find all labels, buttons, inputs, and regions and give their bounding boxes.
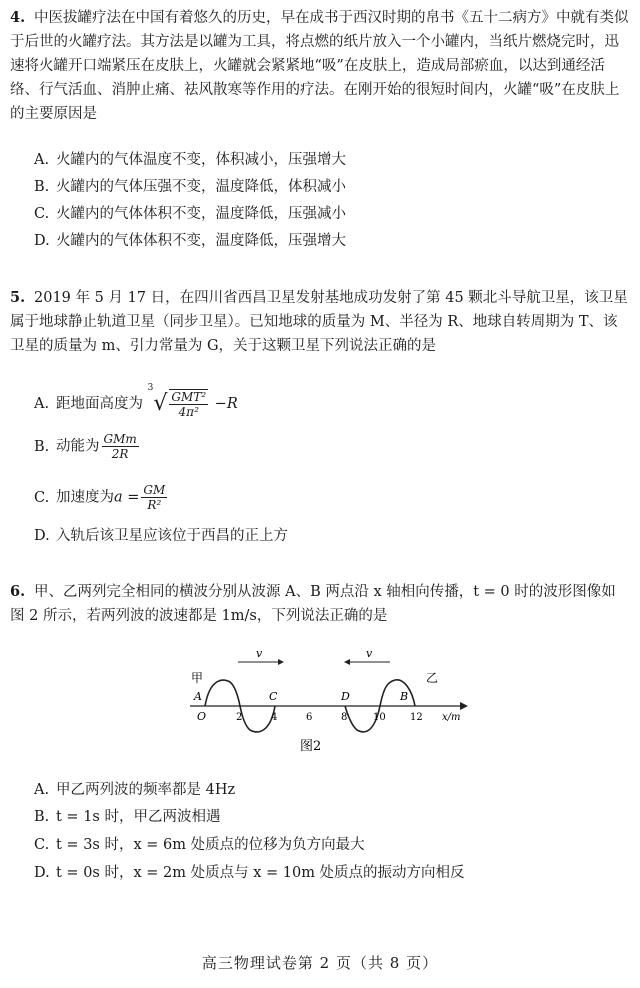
- q5-option-b[interactable]: [34, 432, 141, 461]
- option-text: 动能为: [56, 438, 100, 455]
- wave-label-left: 甲: [191, 671, 204, 685]
- question-4-stem: [10, 6, 630, 126]
- question-4-text: 中医拔罐疗法在中国有着悠久的历史，早在成书于西汉时期的帛书《五十二病方》中就有类似于后世的火罐疗法。其方法是以罐为工具，将点燃的纸片放入一个小罐内，当纸片燃烧完时，迅速将火罐开口端紧压在皮肤上，火罐就会紧紧地“吸”在皮肤上，造成局部瘀血，以达到通经活络、行气活血、消肿止痛、祛风散寒等作用的疗法。在刚开始的很短时间内，火罐“吸”在皮肤上的主要原因是: [10, 10, 629, 122]
- tick-label-10: 10: [373, 712, 386, 723]
- wave-label-right: 乙: [426, 671, 439, 685]
- option-letter: C.: [34, 489, 50, 506]
- q4-option-d[interactable]: [34, 231, 346, 251]
- tick-label-8: 8: [341, 712, 348, 723]
- option-letter: D.: [34, 233, 50, 249]
- option-text: 火罐内的气体体积不变，温度降低，压强减小: [56, 206, 346, 222]
- option-text: 加速度为: [56, 489, 114, 506]
- question-5-stem: [10, 286, 630, 358]
- tick-label-6: 6: [306, 712, 313, 723]
- option-letter: C.: [34, 206, 50, 222]
- q5-option-a[interactable]: [34, 378, 238, 419]
- point-label-b: B: [400, 690, 409, 703]
- option-text: t = 3s 时，x = 6m 处质点的位移为负方向最大: [56, 837, 365, 853]
- option-letter: A.: [34, 396, 50, 412]
- q6-option-a[interactable]: [34, 780, 235, 800]
- option-letter: B.: [34, 809, 50, 825]
- tick-label-4: 4: [271, 712, 278, 723]
- axis-label: x/m: [442, 712, 461, 723]
- option-letter: A.: [34, 782, 50, 798]
- question-6-text: 甲、乙两列完全相同的横波分别从波源 A、B 两点沿 x 轴相向传播，t = 0 时的波形图像如图 2 所示，若两列波的波速都是 1m/s，下列说法正确的是: [10, 584, 616, 624]
- tick-label-2: 2: [236, 712, 243, 723]
- q4-option-c[interactable]: [34, 204, 346, 224]
- option-letter: C.: [34, 837, 50, 853]
- page-footer: 高三物理试卷第 2 页（共 8 页）: [201, 954, 439, 972]
- denominator: R²: [147, 498, 162, 512]
- q4-option-a[interactable]: [34, 150, 346, 170]
- question-6-stem: [10, 580, 630, 628]
- radical-sign: √: [153, 391, 168, 416]
- variable: a =: [114, 489, 140, 506]
- question-6-number: 6.: [10, 583, 26, 600]
- point-label-c: C: [269, 690, 278, 703]
- option-letter: A.: [34, 152, 50, 168]
- option-text: 距地面高度为: [56, 396, 143, 412]
- q6-option-b[interactable]: [34, 807, 220, 827]
- denominator: 4π²: [178, 405, 199, 419]
- question-4-number: 4.: [10, 9, 26, 26]
- q6-option-c[interactable]: [34, 835, 365, 855]
- q5-option-c[interactable]: [34, 483, 169, 512]
- option-letter: B.: [34, 179, 50, 195]
- point-label-d: D: [341, 690, 350, 703]
- velocity-label-left: v: [256, 647, 263, 660]
- q6-option-d[interactable]: [34, 863, 465, 883]
- velocity-label-right: v: [366, 647, 373, 660]
- option-text: t = 1s 时，甲乙两波相遇: [56, 809, 221, 825]
- origin-label: O: [197, 710, 207, 723]
- numerator: GMm: [103, 432, 137, 446]
- option-text: 火罐内的气体温度不变，体积减小，压强增大: [56, 152, 346, 168]
- fraction: [102, 432, 139, 461]
- option-text: t = 0s 时，x = 2m 处质点与 x = 10m 处质点的振动方向相反: [56, 865, 465, 881]
- numerator: GMT²: [171, 390, 207, 404]
- q4-option-b[interactable]: [34, 177, 346, 197]
- option-text: 入轨后该卫星应该位于西昌的正上方: [56, 528, 288, 544]
- point-label-a: A: [194, 690, 202, 703]
- velocity-arrowhead-right: [344, 659, 350, 665]
- fraction: [169, 389, 208, 419]
- question-5-number: 5.: [10, 289, 26, 306]
- option-suffix: −R: [214, 396, 238, 412]
- question-5-text: 2019 年 5 月 17 日，在四川省西昌卫星发射基地成功发射了第 45 颗北斗导航卫星，该卫星属于地球静止轨道卫星（同步卫星）。已知地球的质量为 M、半径为 R、地球自转周期为 T、该卫星的质量为 m、引力常量为 G，关于这颗卫星下列说法正确的是: [10, 290, 628, 354]
- option-text: 火罐内的气体体积不变，温度降低，压强增大: [56, 233, 346, 249]
- numerator: GM: [143, 483, 166, 497]
- velocity-arrowhead-left: [278, 659, 284, 665]
- x-axis-arrow: [460, 702, 468, 710]
- figure-caption: 图2: [300, 739, 322, 754]
- option-letter: D.: [34, 865, 50, 881]
- q5-option-d[interactable]: [34, 526, 288, 546]
- root-index: 3: [147, 383, 154, 393]
- option-letter: D.: [34, 528, 50, 544]
- fraction: [141, 483, 167, 512]
- wave-figure: [160, 640, 480, 760]
- option-text: 火罐内的气体压强不变，温度降低，体积减小: [56, 179, 346, 195]
- denominator: 2R: [111, 447, 129, 461]
- option-text: 甲乙两列波的频率都是 4Hz: [56, 782, 236, 798]
- option-letter: B.: [34, 438, 50, 455]
- tick-label-12: 12: [410, 712, 423, 723]
